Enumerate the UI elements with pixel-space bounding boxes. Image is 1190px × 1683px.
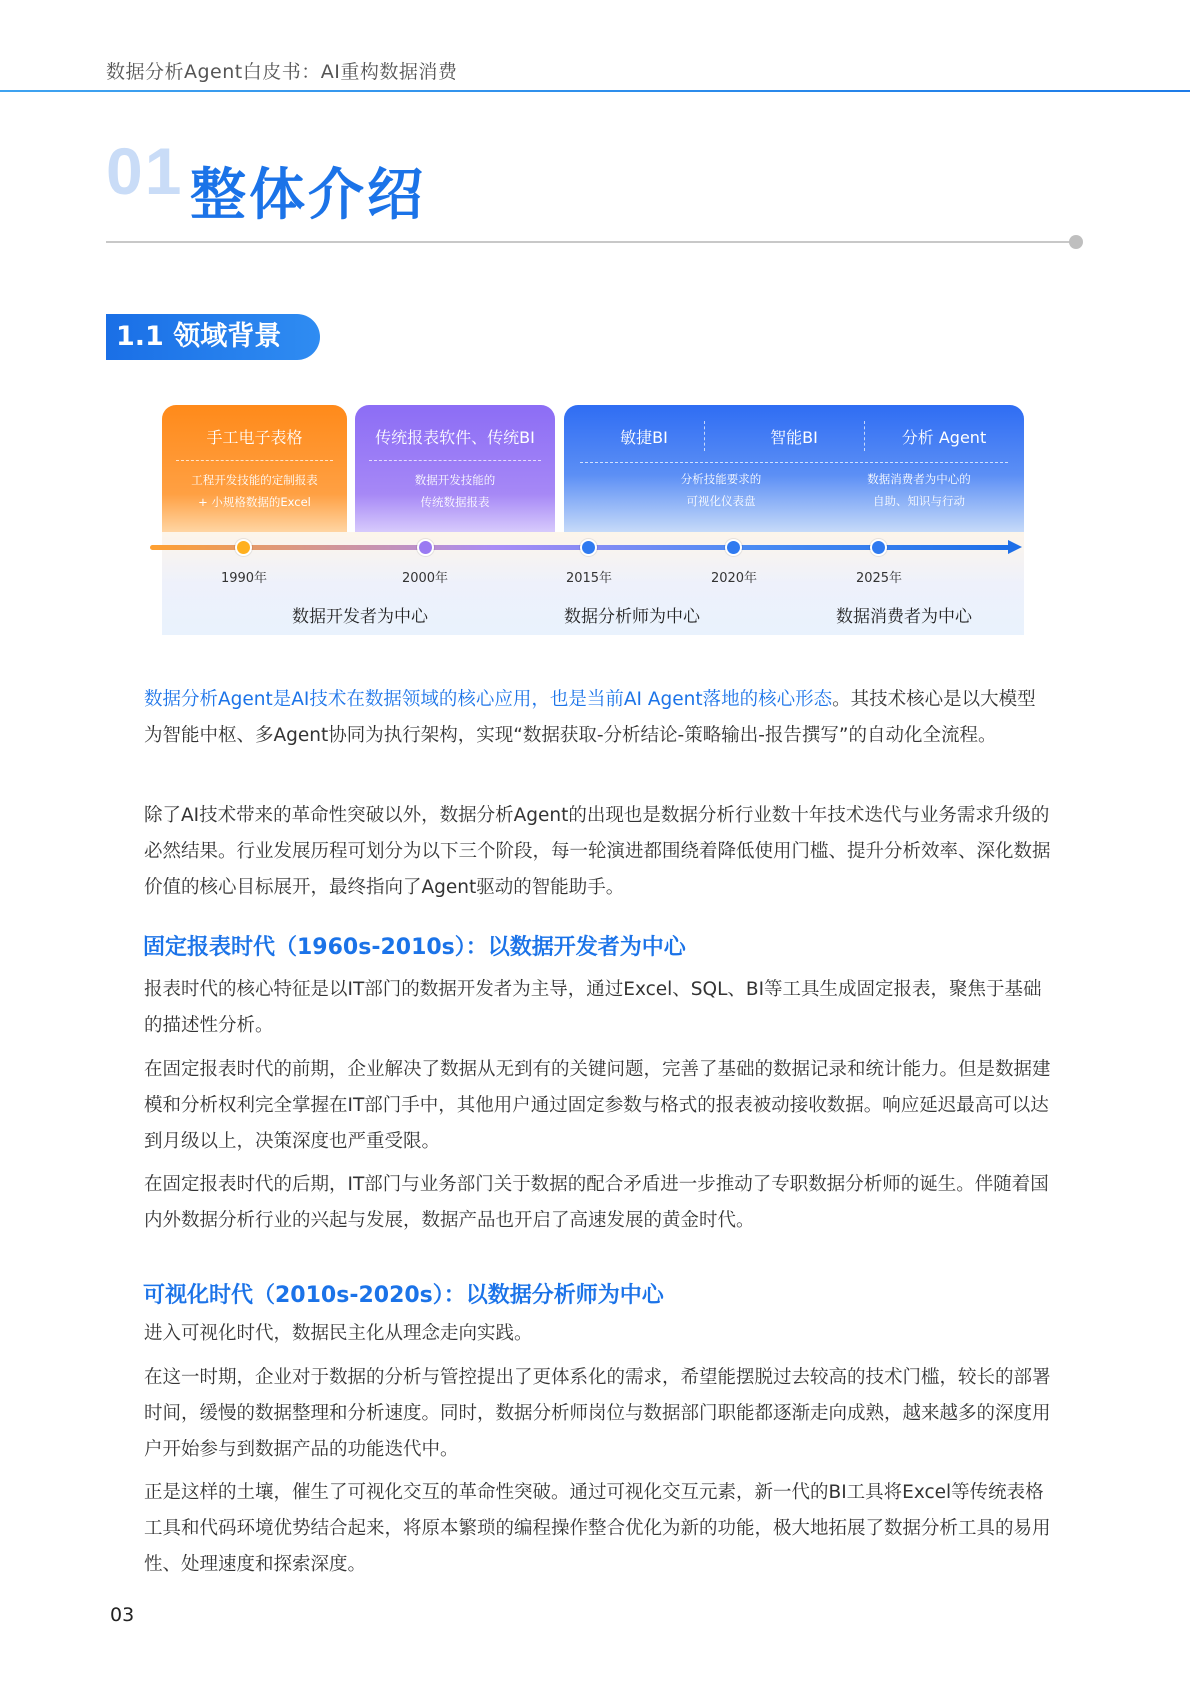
timeline-node <box>725 539 742 556</box>
running-header: 数据分析Agent白皮书：AI重构数据消费 <box>106 61 458 83</box>
card-line: 传统数据报表 <box>420 495 490 509</box>
intro-paragraph-2: 除了AI技术带来的革命性突破以外，数据分析Agent的出现也是数据分析行业数十年技术迭代与业务需求升级的必然结果。行业发展历程可划分为以下三个阶段，每一轮演进都围绕着降低使用门槛、提升分析效率、深化数据价值的核心目标展开，最终指向了Agent驱动的智能助手。 <box>144 805 1051 898</box>
timeline-node <box>580 539 597 556</box>
era2-paragraph: 进入可视化时代，数据民主化从理念走向实践。 <box>144 1323 533 1344</box>
timeline-year: 2000年 <box>401 571 449 586</box>
chapter-number: 01 <box>106 134 184 208</box>
header-rule <box>0 90 1190 92</box>
card-line: 工程开发技能的定制报表 <box>191 473 318 487</box>
intro-paragraph-1 <box>144 682 1054 754</box>
timeline-year: 1990年 <box>220 571 268 586</box>
timeline-card-traditional-bi <box>355 405 555 532</box>
card-head-agile-bi: 敏捷BI <box>620 428 668 447</box>
intro-text: 。其技术核心是以大模型为智能中枢、多Agent协同为执行架构，实现“数据获取-分析结论-策略输出-报告撰写”的自动化全流程。 <box>144 689 1036 746</box>
card-divider <box>369 460 541 461</box>
timeline-year: 2020年 <box>710 571 758 586</box>
card-head-analysis-agent: 分析 Agent <box>901 428 987 447</box>
timeline-node <box>417 539 434 556</box>
card-line: 自助、知识与行动 <box>873 494 965 508</box>
timeline-year: 2025年 <box>855 571 903 586</box>
card-line: + 小规格数据的Excel <box>198 495 311 509</box>
timeline-stage-label: 数据开发者为中心 <box>292 607 428 627</box>
card-title: 手工电子表格 <box>206 428 303 447</box>
era1-paragraph: 报表时代的核心特征是以IT部门的数据开发者为主导，通过Excel、SQL、BI等工具生成固定报表，聚焦于基础的描述性分析。 <box>144 979 1042 1036</box>
timeline-arrow-icon <box>1008 540 1022 554</box>
card-head-smart-bi: 智能BI <box>770 428 818 447</box>
timeline-node <box>870 539 887 556</box>
timeline-card-modern-bi <box>564 405 1024 532</box>
card-line: 数据消费者为中心的 <box>867 472 971 486</box>
era1-paragraph: 在固定报表时代的后期，IT部门与业务部门关于数据的配合矛盾进一步推动了专职数据分析师的诞生。伴随着国内外数据分析行业的兴起与发展，数据产品也开启了高速发展的黄金时代。 <box>144 1174 1049 1231</box>
era1-paragraph: 在固定报表时代的前期，企业解决了数据从无到有的关键问题，完善了基础的数据记录和统计能力。但是数据建模和分析权利完全掌握在IT部门手中，其他用户通过固定参数与格式的报表被动接收数据。响应延迟最高可以达到月级以上，决策深度也严重受限。 <box>144 1059 1051 1152</box>
timeline-card-spreadsheet <box>162 405 347 532</box>
section-heading: 1.1 领域背景 <box>106 314 320 360</box>
page-number: 03 <box>110 1604 135 1626</box>
era1-heading: 固定报表时代（1960s-2010s）：以数据开发者为中心 <box>143 935 686 960</box>
card-line: 数据开发技能的 <box>414 473 496 487</box>
timeline-year: 2015年 <box>565 571 613 586</box>
timeline-node <box>235 539 252 556</box>
era2-heading: 可视化时代（2010s-2020s）：以数据分析师为中心 <box>143 1283 664 1308</box>
card-separator <box>704 421 705 451</box>
card-divider <box>176 460 333 461</box>
chapter-title: 整体介绍 <box>190 163 426 228</box>
chapter-rule <box>106 241 1076 243</box>
card-separator <box>864 421 865 451</box>
era2-paragraph: 正是这样的土壤，催生了可视化交互的革命性突破。通过可视化交互元素，新一代的BI工具将Excel等传统表格工具和代码环境优势结合起来，将原本繁琐的编程操作整合优化为新的功能，极大地拓展了数据分析工具的易用性、处理速度和探索深度。 <box>144 1482 1051 1575</box>
card-line: 可视化仪表盘 <box>686 494 756 508</box>
card-line: 分析技能要求的 <box>680 472 762 486</box>
timeline-diagram <box>150 405 1030 635</box>
timeline-stage-label: 数据分析师为中心 <box>564 607 700 627</box>
card-divider <box>580 462 1008 463</box>
chapter-rule-dot <box>1069 235 1083 249</box>
timeline-stage-label: 数据消费者为中心 <box>836 607 972 627</box>
card-title: 传统报表软件、传统BI <box>375 428 535 447</box>
intro-highlight: 数据分析Agent是AI技术在数据领域的核心应用，也是当前AI Agent落地的核心形态 <box>144 689 833 710</box>
era2-paragraph: 在这一时期，企业对于数据的分析与管控提出了更体系化的需求，希望能摆脱过去较高的技术门槛，较长的部署时间，缓慢的数据整理和分析速度。同时，数据分析师岗位与数据部门职能都逐渐走向成熟，越来越多的深度用户开始参与到数据产品的功能迭代中。 <box>144 1367 1051 1460</box>
